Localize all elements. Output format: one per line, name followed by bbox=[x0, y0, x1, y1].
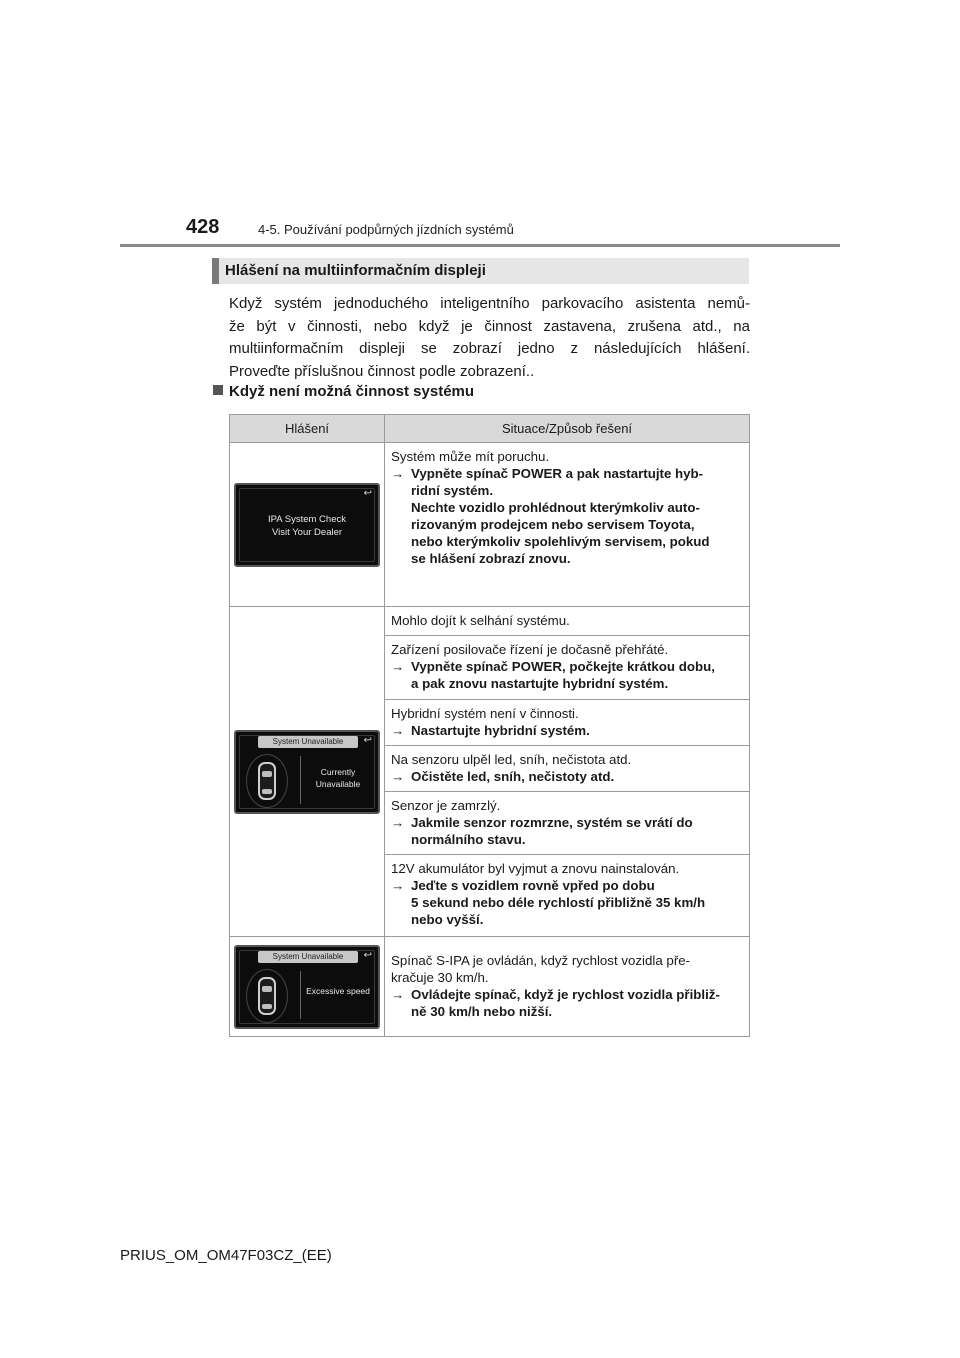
action-line: Ovládejte spínač, když je rychlost vozidla přibliž- bbox=[411, 987, 720, 1002]
situation-cell bbox=[385, 746, 750, 792]
situation-text: Zařízení posilovače řízení je dočasně přehřáté. bbox=[391, 642, 669, 657]
display-cell bbox=[230, 937, 385, 1037]
document-code: PRIUS_OM_OM47F03CZ_(EE) bbox=[120, 1247, 332, 1264]
action-line: Jeďte s vozidlem rovně vpřed po dobu bbox=[411, 878, 655, 893]
action-line: ně 30 km/h nebo nižší. bbox=[411, 1004, 553, 1019]
display-screen-system-check bbox=[234, 483, 380, 567]
action-text bbox=[391, 877, 743, 928]
action-line: 5 sekund nebo déle rychlostí přibližně 35 km/h bbox=[411, 895, 706, 910]
intro-line: multiinformačním displeji se zobrazí jedno z následujících hlášení. bbox=[229, 340, 750, 357]
header-cell-message: Hlášení bbox=[230, 415, 385, 443]
display-message-line: Excessive speed bbox=[306, 985, 370, 996]
section-heading-bar bbox=[212, 258, 749, 284]
display-message bbox=[302, 985, 374, 997]
subheading bbox=[213, 383, 474, 400]
display-cell bbox=[230, 607, 385, 937]
display-divider bbox=[300, 756, 301, 804]
intro-line: že být v činnosti, nebo když je činnost zastavena, zrušena atd., na bbox=[229, 317, 750, 335]
arrow-right-icon: → bbox=[391, 723, 405, 738]
situation-cell bbox=[385, 700, 750, 746]
back-arrow-icon: ↩ bbox=[363, 949, 372, 961]
action-line: Vypněte spínač POWER a pak nastartujte hyb- bbox=[411, 466, 704, 481]
action-line: rizovaným prodejcem nebo servisem Toyota, bbox=[411, 517, 695, 532]
table-row bbox=[230, 443, 750, 607]
action-text bbox=[391, 722, 743, 739]
situation-cell bbox=[385, 607, 750, 636]
arrow-right-icon: → bbox=[391, 466, 405, 481]
situation-cell bbox=[385, 443, 750, 607]
message-table bbox=[229, 414, 750, 1037]
intro-line: Když systém jednoduchého inteligentního parkovacího asistenta nemů- bbox=[229, 295, 750, 312]
section-heading-tab bbox=[212, 258, 219, 284]
action-line: Očistěte led, sníh, nečistoty atd. bbox=[411, 769, 615, 784]
back-arrow-icon: ↩ bbox=[363, 487, 372, 499]
subheading-text: Když není možná činnost systému bbox=[229, 383, 475, 400]
header-rule bbox=[120, 244, 840, 247]
display-cell bbox=[230, 443, 385, 607]
arrow-right-icon: → bbox=[391, 815, 405, 830]
car-top-view-icon bbox=[258, 762, 276, 800]
situation-text: Na senzoru ulpěl led, sníh, nečistota atd. bbox=[391, 752, 632, 767]
arrow-right-icon: → bbox=[391, 769, 405, 784]
situation-text: 12V akumulátor byl vyjmut a znovu nainstalován. bbox=[391, 861, 680, 876]
display-divider bbox=[300, 971, 301, 1019]
header-cell-situation: Situace/Způsob řešení bbox=[385, 415, 750, 443]
arrow-right-icon: → bbox=[391, 987, 405, 1002]
display-message-line: Currently bbox=[320, 766, 356, 777]
display-message bbox=[236, 513, 378, 539]
arrow-right-icon: → bbox=[391, 878, 405, 893]
display-message bbox=[302, 766, 374, 790]
action-text bbox=[391, 768, 743, 785]
arrow-right-icon: → bbox=[391, 659, 405, 674]
section-heading: Hlášení na multiinformačním displeji bbox=[225, 262, 486, 279]
action-text bbox=[391, 658, 743, 692]
situation-text: Systém může mít poruchu. bbox=[391, 449, 550, 464]
action-line: Jakmile senzor rozmrzne, systém se vrátí do bbox=[411, 815, 693, 830]
display-screen-unavailable bbox=[234, 730, 380, 814]
action-line: a pak znovu nastartujte hybridní systém. bbox=[411, 676, 669, 691]
situation-cell bbox=[385, 636, 750, 700]
intro-line: Proveďte příslušnou činnost podle zobrazení.. bbox=[229, 362, 535, 380]
display-banner: System Unavailable bbox=[258, 951, 358, 963]
square-bullet-icon bbox=[213, 385, 223, 395]
intro-paragraph bbox=[229, 293, 750, 383]
situation-cell bbox=[385, 855, 750, 937]
action-line: nebo vyšší. bbox=[411, 912, 484, 927]
display-message-line: Visit Your Dealer bbox=[271, 526, 343, 538]
page-number: 428 bbox=[186, 216, 220, 238]
action-line: Vypněte spínač POWER, počkejte krátkou dobu, bbox=[411, 659, 715, 674]
back-arrow-icon: ↩ bbox=[363, 734, 372, 746]
action-line: Nechte vozidlo prohlédnout kterýmkoliv auto- bbox=[411, 500, 700, 515]
table-row bbox=[230, 937, 750, 1037]
situation-text: Mohlo dojít k selhání systému. bbox=[391, 613, 570, 628]
action-text bbox=[391, 465, 743, 567]
action-line: nebo kterýmkoliv spolehlivým servisem, pokud bbox=[411, 534, 710, 549]
situation-text: Hybridní systém není v činnosti. bbox=[391, 706, 579, 721]
car-top-view-icon bbox=[258, 977, 276, 1015]
action-line: normálního stavu. bbox=[411, 832, 526, 847]
action-line: Nastartujte hybridní systém. bbox=[411, 723, 590, 738]
chapter-title: 4-5. Používání podpůrných jízdních systémů bbox=[258, 222, 514, 237]
display-message-line: IPA System Check bbox=[268, 513, 346, 525]
situation-text: Spínač S-IPA je ovládán, když rychlost vozidla pře- kračuje 30 km/h. bbox=[391, 953, 691, 985]
table-row bbox=[230, 607, 750, 636]
action-line: ridní systém. bbox=[411, 483, 494, 498]
display-message-line: Unavailable bbox=[315, 778, 361, 789]
situation-text: Senzor je zamrzlý. bbox=[391, 798, 501, 813]
display-banner: System Unavailable bbox=[258, 736, 358, 748]
display-screen-excessive-speed bbox=[234, 945, 380, 1029]
action-text bbox=[391, 814, 743, 848]
situation-cell bbox=[385, 792, 750, 855]
table-header-row bbox=[230, 415, 750, 443]
action-text bbox=[391, 986, 743, 1020]
action-line: se hlášení zobrazí znovu. bbox=[411, 551, 571, 566]
situation-cell bbox=[385, 937, 750, 1037]
